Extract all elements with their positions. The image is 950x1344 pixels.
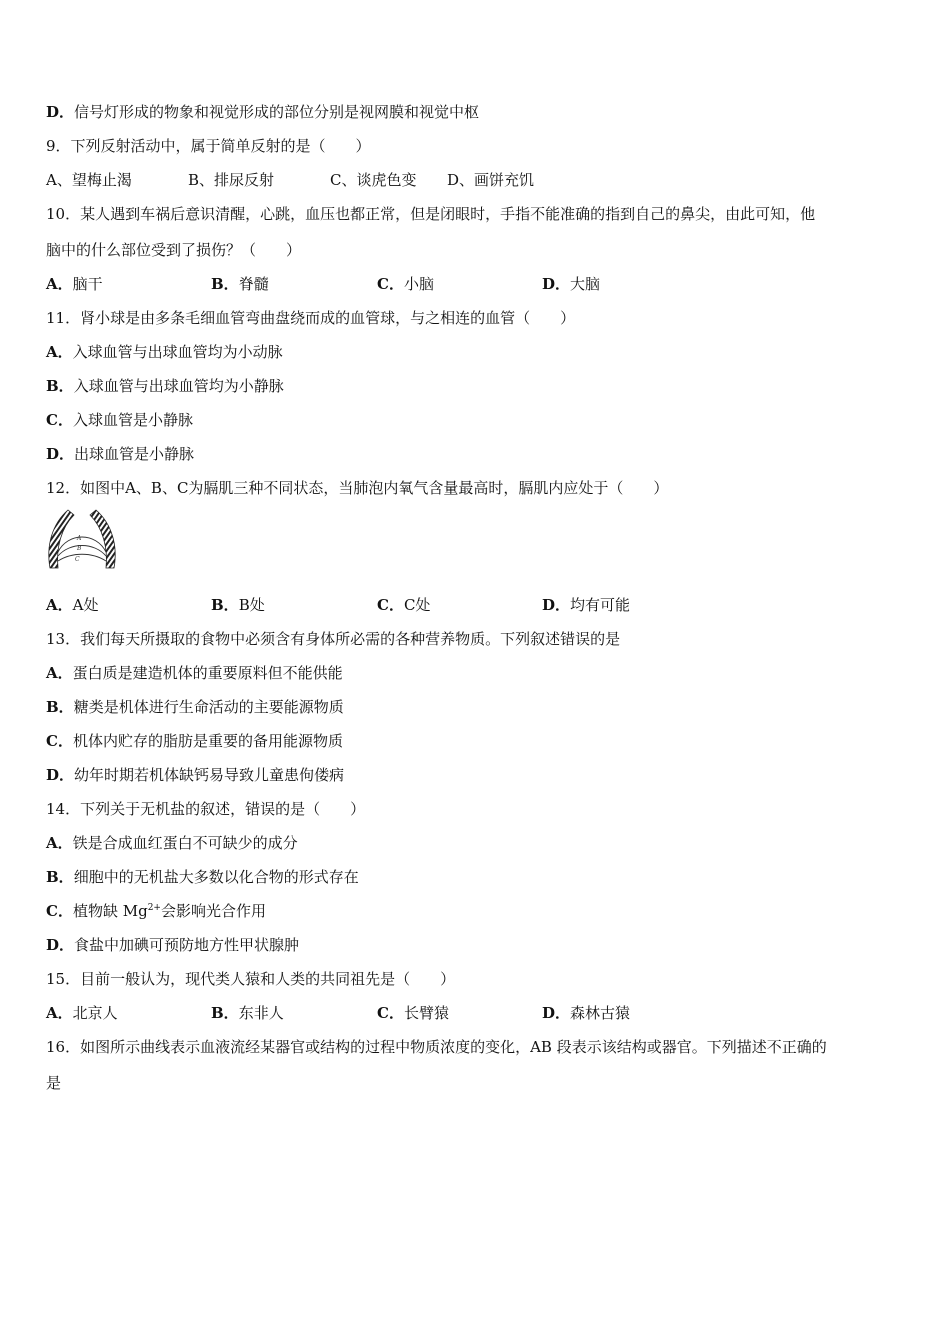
option-text: 大脑 [570,275,601,293]
option-letter: A． [46,834,73,852]
option-letter: B． [211,275,239,293]
q9-option-a: A、望梅止渴 [46,171,132,189]
option-text: 糖类是机体进行生命活动的主要能源物质 [73,698,344,716]
option-text: 脑干 [72,275,103,293]
q14-stem: 14．下列关于无机盐的叙述，错误的是（ ） [46,800,366,818]
option-text: 铁是合成血红蛋白不可缺少的成分 [72,834,298,852]
option-text: 北京人 [72,1004,118,1022]
q11-option-c [46,410,193,430]
q10-option-c [377,274,434,294]
option-text: 入球血管与出球血管均为小动脉 [72,343,283,361]
q9-stem: 9．下列反射活动中，属于简单反射的是（ ） [46,137,371,155]
q9-option-d: D、画饼充饥 [447,171,535,189]
q9-option-c: C、谈虎色变 [330,171,417,189]
option-letter: C． [377,596,404,614]
option-letter: D． [542,1004,571,1022]
q15-stem: 15．目前一般认为，现代类人猿和人类的共同祖先是（ ） [46,970,456,988]
q11-option-d [46,444,194,464]
q13-option-c [46,731,343,751]
q14-option-c [46,901,266,921]
q14-option-b [46,867,359,887]
option-letter: A． [46,664,73,682]
option-letter: C． [46,732,73,750]
label-c: C [75,556,80,563]
option-letter: D． [46,766,75,784]
q10-stem-line1: 10．某人遇到车祸后意识清醒，心跳，血压也都正常，但是闭眼时，手指不能准确的指到自己的鼻尖，由此可知，他 [46,205,816,223]
option-text: 小脑 [403,275,434,293]
option-letter: A． [46,343,73,361]
q13-option-a [46,663,343,683]
q12-option-a [46,595,98,615]
option-letter: D． [542,596,571,614]
q12-option-c [377,595,430,615]
option-text: 信号灯形成的物象和视觉形成的部位分别是视网膜和视觉中枢 [74,103,480,121]
option-text: 植物缺 Mg [72,902,148,920]
q11-stem: 11．肾小球是由多条毛细血管弯曲盘绕而成的血管球，与之相连的血管（ ） [46,309,576,327]
option-letter: A． [46,1004,73,1022]
option-letter: B． [211,1004,239,1022]
q11-option-a [46,342,283,362]
option-letter: B． [211,596,239,614]
option-letter: B． [46,868,74,886]
q13-stem: 13．我们每天所摄取的食物中必须含有身体所必需的各种营养物质。下列叙述错误的是 [46,630,621,648]
q13-option-b [46,697,344,717]
option-text: 入球血管是小静脉 [72,411,193,429]
option-letter: D． [46,936,75,954]
option-text: 蛋白质是建造机体的重要原料但不能供能 [72,664,343,682]
option-letter: C． [46,411,73,429]
option-text: 森林古猿 [570,1004,631,1022]
label-b: B [77,545,82,552]
q10-option-d [542,274,600,294]
option-text: 东非人 [238,1004,284,1022]
q14-option-a [46,833,298,853]
q15-option-b [211,1003,284,1023]
option-text: 出球血管是小静脉 [74,445,195,463]
q12-option-b [211,595,265,615]
option-letter: D． [46,445,75,463]
q10-option-a [46,274,103,294]
q9-option-b: B、排尿反射 [188,171,275,189]
option-text: A处 [72,596,99,614]
q12-option-d [542,595,630,615]
q10-option-b [211,274,269,294]
option-letter: A． [46,275,73,293]
option-text: 细胞中的无机盐大多数以化合物的形式存在 [73,868,359,886]
q15-option-c [377,1003,449,1023]
option-text: 脊髓 [238,275,269,293]
option-letter: B． [46,377,74,395]
option-text: 会影响光合作用 [160,902,266,920]
q15-option-d [542,1003,630,1023]
q11-option-b [46,376,284,396]
q14-option-d [46,935,299,955]
q10-stem-line2: 脑中的什么部位受到了损伤？（ ） [46,241,302,259]
q16-stem-line2: 是 [46,1074,62,1092]
option-letter: C． [377,275,404,293]
q8-option-d [46,102,479,122]
label-a: A [77,535,82,542]
option-letter: C． [377,1004,404,1022]
diaphragm-curve-c [58,554,106,561]
q15-option-a [46,1003,118,1023]
option-letter: A． [46,596,73,614]
option-letter: C． [46,902,73,920]
option-text: C处 [403,596,431,614]
option-text: 均有可能 [570,596,631,614]
q12-stem: 12．如图中A、B、C为膈肌三种不同状态，当肺泡内氧气含量最高时，膈肌内应处于（ ） [46,479,669,497]
option-text: 长臂猿 [403,1004,449,1022]
option-letter: D． [542,275,571,293]
superscript: 2+ [147,903,161,913]
option-text: 食盐中加碘可预防地方性甲状腺肿 [74,936,300,954]
q16-stem-line1: 16．如图所示曲线表示血液流经某器官或结构的过程中物质浓度的变化，AB 段表示该结构或器官。下列描述不正确的 [46,1038,827,1056]
q13-option-d [46,765,344,785]
option-text: B处 [238,596,265,614]
option-text: 机体内贮存的脂肪是重要的备用能源物质 [72,732,343,750]
option-letter: D． [46,103,75,121]
option-text: 入球血管与出球血管均为小静脉 [73,377,284,395]
option-letter: B． [46,698,74,716]
diaphragm-diagram [44,506,120,572]
option-text: 幼年时期若机体缺钙易导致儿童患佝偻病 [74,766,345,784]
